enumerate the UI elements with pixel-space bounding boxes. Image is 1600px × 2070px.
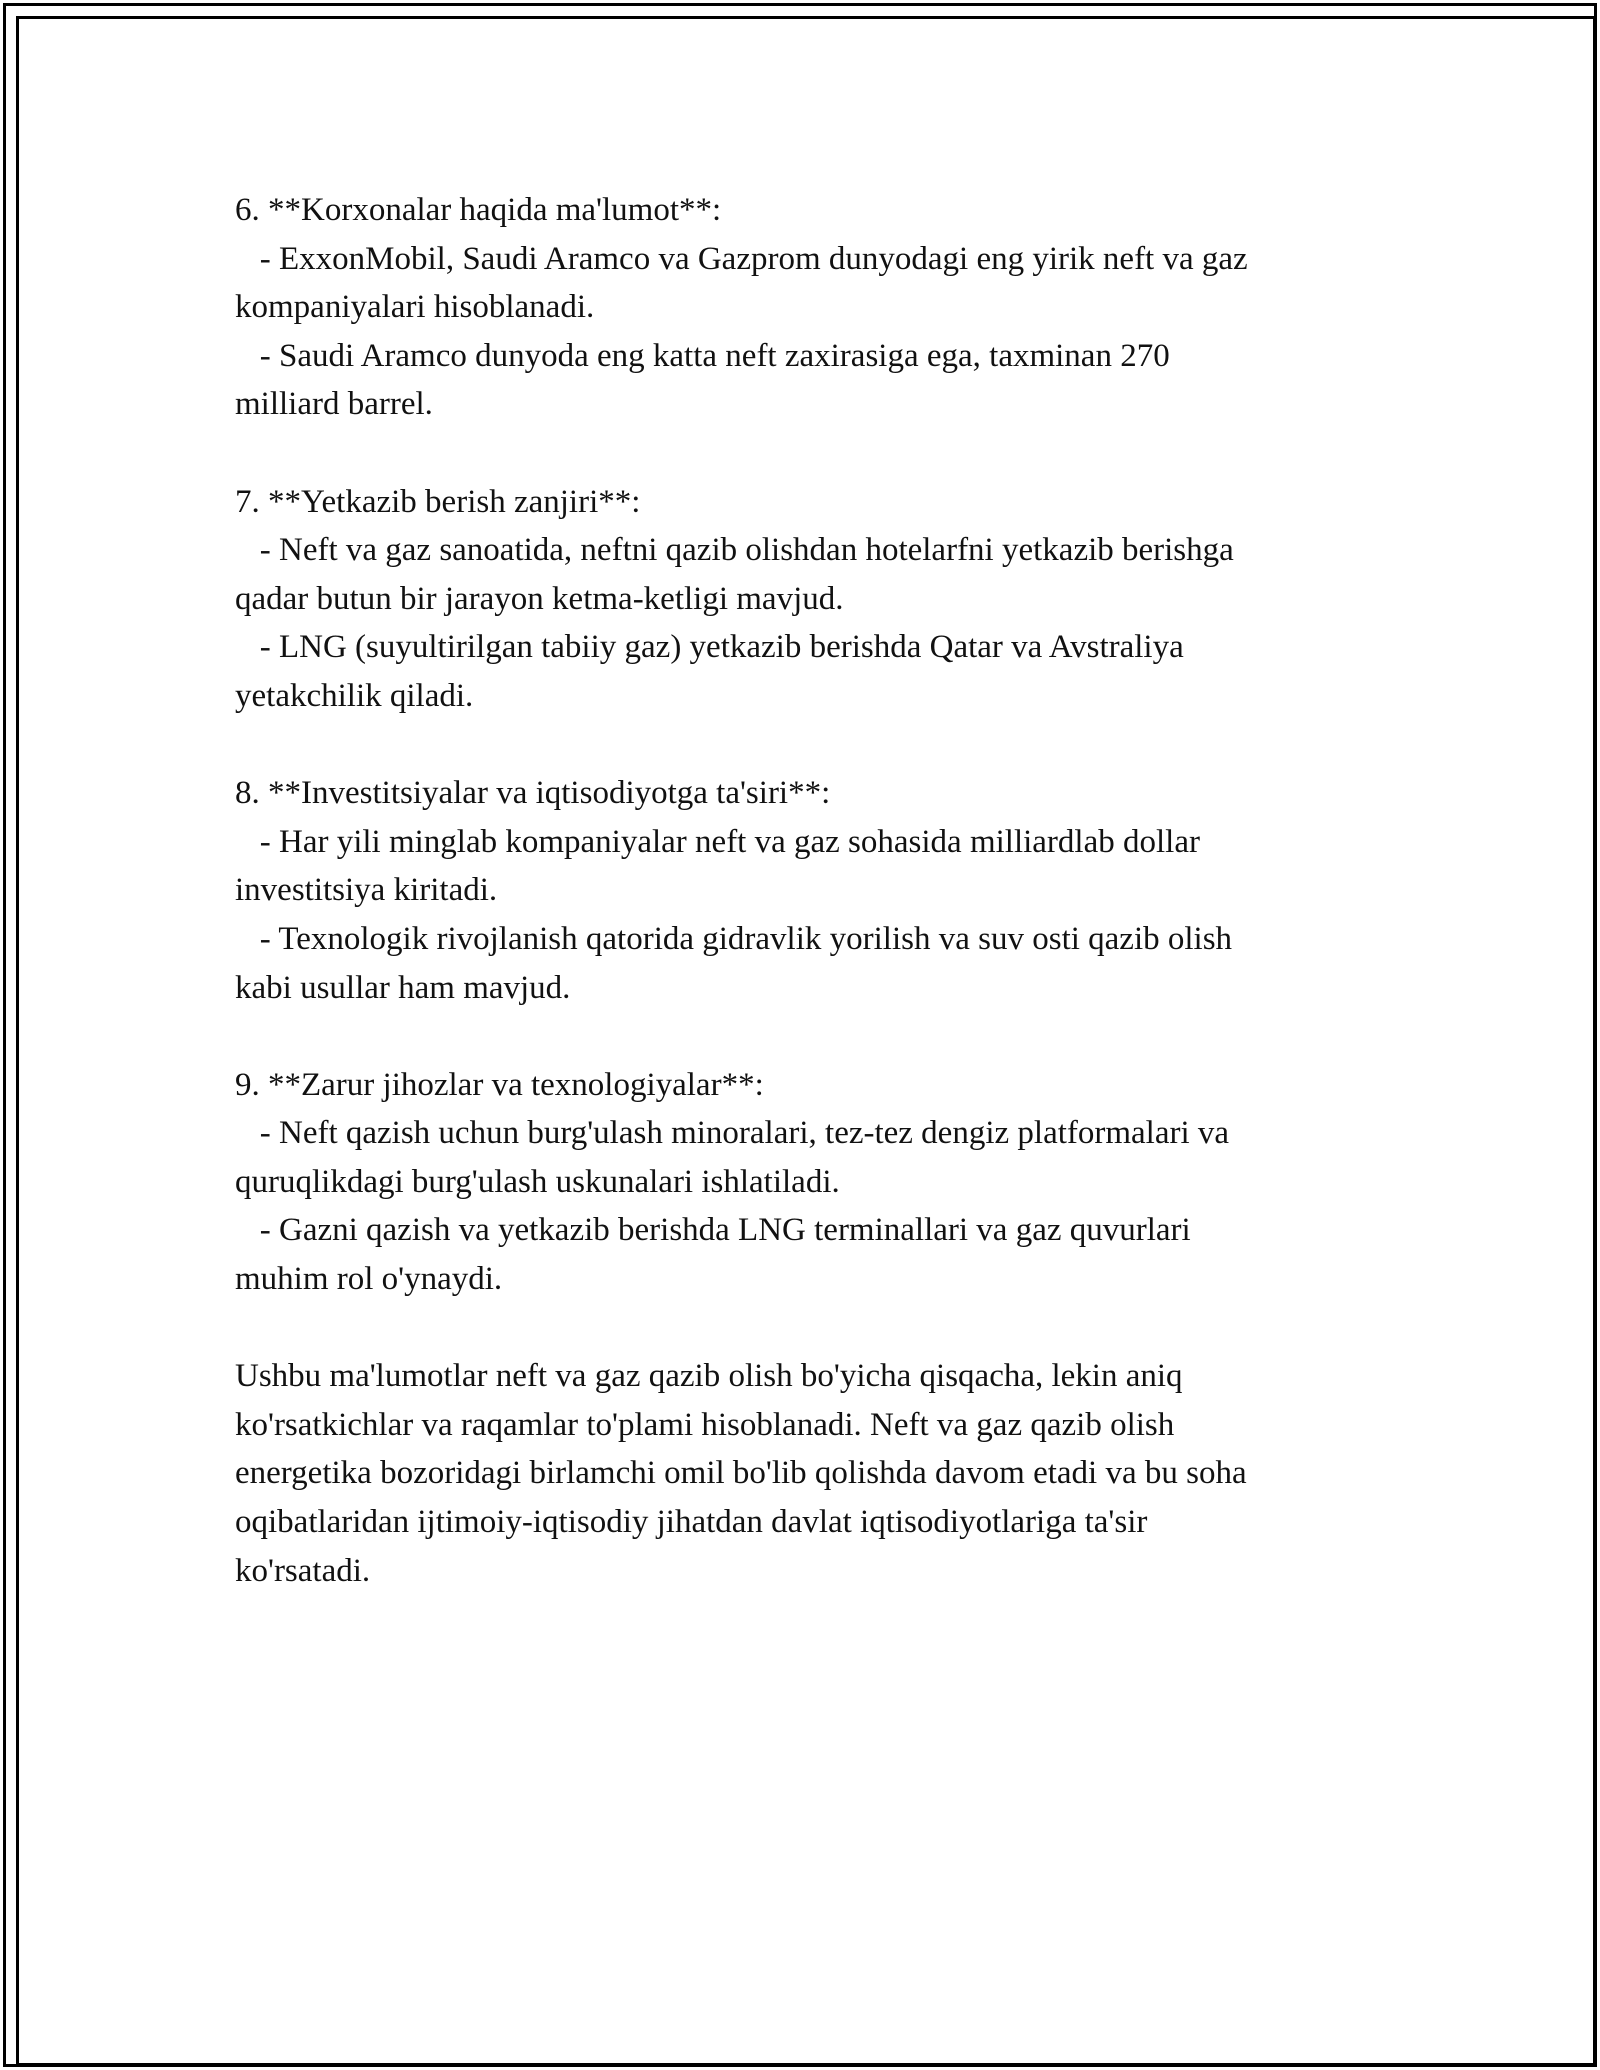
bullet-line: muhim rol o'ynaydi. [235, 1261, 503, 1298]
bullet-line: - Texnologik rivojlanish qatorida gidravlik yorilish va suv osti qazib olish [235, 920, 1233, 957]
conclusion-line: Ushbu ma'lumotlar neft va gaz qazib olish bo'yicha qisqacha, lekin aniq [235, 1358, 1183, 1395]
bullet-line: - Gazni qazish va yetkazib berishda LNG terminallari va gaz quvurlari [235, 1212, 1191, 1249]
conclusion-line: energetika bozoridagi birlamchi omil bo'lib qolishda davom etadi va bu soha [235, 1455, 1247, 1492]
section-heading: 9. **Zarur jihozlar va texnologiyalar**: [235, 1066, 764, 1103]
conclusion-line: ko'rsatkichlar va raqamlar to'plami hisoblanadi. Neft va gaz qazib olish [235, 1406, 1175, 1443]
paragraph-spacer [235, 721, 1385, 770]
paragraph-spacer [235, 1304, 1385, 1353]
conclusion-line: oqibatlaridan ijtimoiy-iqtisodiy jihatdan davlat iqtisodiyotlariga ta'sir [235, 1504, 1148, 1541]
bullet-line: - ExxonMobil, Saudi Aramco va Gazprom dunyodagi eng yirik neft va gaz [235, 240, 1248, 277]
bullet-line: qadar butun bir jarayon ketma-ketligi mavjud. [235, 580, 844, 617]
bullet-line: - LNG (suyultirilgan tabiiy gaz) yetkazib berishda Qatar va Avstraliya [235, 629, 1184, 666]
conclusion-line: ko'rsatadi. [235, 1552, 371, 1589]
bullet-line: kabi usullar ham mavjud. [235, 969, 571, 1006]
section-8 [235, 769, 1385, 1012]
bullet-line: kompaniyalari hisoblanadi. [235, 289, 595, 326]
bullet-line: - Neft qazish uchun burg'ulash minoralari, tez-tez dengiz platformalari va [235, 1115, 1230, 1152]
paragraph-spacer [235, 1012, 1385, 1061]
section-heading: 7. **Yetkazib berish zanjiri**: [235, 483, 641, 520]
bullet-line: milliard barrel. [235, 386, 433, 423]
section-heading: 6. **Korxonalar haqida ma'lumot**: [235, 192, 722, 228]
bullet-line: investitsiya kiritadi. [235, 872, 498, 909]
bullet-line: yetakchilik qiladi. [235, 677, 474, 714]
section-6 [235, 186, 1385, 429]
conclusion-paragraph [235, 1352, 1385, 1595]
bullet-line: quruqlikdagi burg'ulash uskunalari ishlatiladi. [235, 1163, 840, 1200]
bullet-line: - Har yili minglab kompaniyalar neft va gaz sohasida milliardlab dollar [235, 823, 1200, 860]
bullet-line: - Neft va gaz sanoatida, neftni qazib olishdan hotelarfni yetkazib berishga [235, 532, 1234, 569]
section-9 [235, 1061, 1385, 1304]
bullet-line: - Saudi Aramco dunyoda eng katta neft zaxirasiga ega, taxminan 270 [235, 337, 1170, 374]
document-body [235, 186, 1385, 1595]
section-heading: 8. **Investitsiyalar va iqtisodiyotga ta'siri**: [235, 775, 831, 812]
paragraph-spacer [235, 429, 1385, 478]
section-7 [235, 478, 1385, 721]
